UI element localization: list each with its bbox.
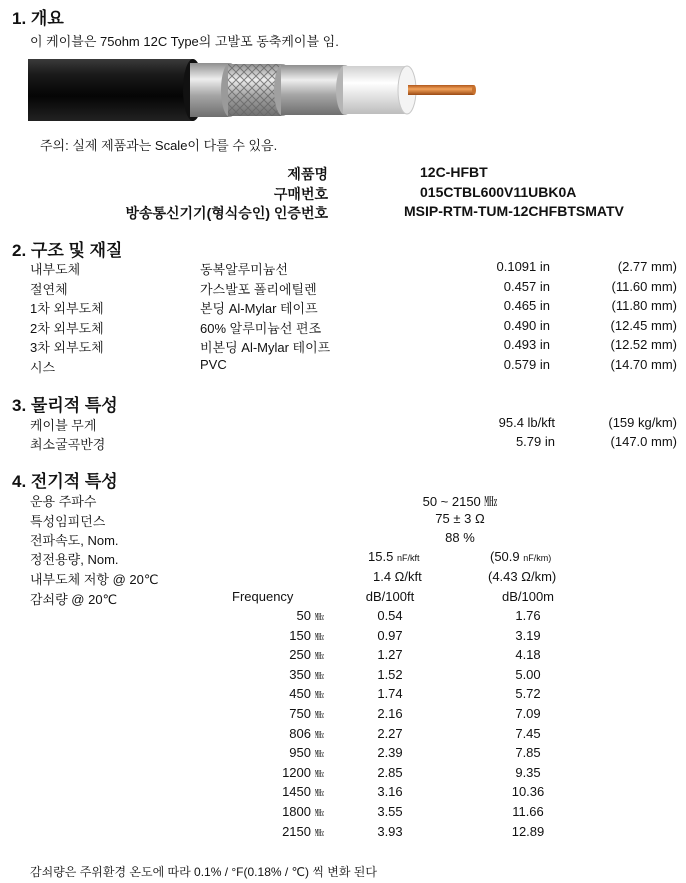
structure-material: 비본딩 Al-Mylar 테이프 xyxy=(200,340,331,355)
resistance-value: 1.4 Ω/kft xyxy=(373,569,422,584)
impedance-value: 75 ± 3 Ω xyxy=(435,511,485,526)
structure-inch: 0.490 in xyxy=(503,317,550,333)
structure-part: 3차 외부도체 xyxy=(30,340,104,355)
att-head-frequency: Frequency xyxy=(232,589,294,604)
resistance-label: 내부도체 저항 @ 20℃ xyxy=(30,572,159,587)
attenuation-footnote: 감쇠량은 주위환경 온도에 따라 0.1% / °F(0.18% / ℃) 씩 변화 된다 xyxy=(30,865,377,879)
structure-mm: (11.60 mm) xyxy=(611,278,677,294)
att-frequency: 50 xyxy=(296,608,311,623)
att-frequency-unit: ㎒ xyxy=(315,690,325,701)
structure-material: 60% 알루미늄선 편조 xyxy=(200,320,322,336)
capacitance-alt-unit: nF/km) xyxy=(523,553,552,563)
spec-value-cert: MSIP-RTM-TUM-12CHFBTSMATV xyxy=(404,203,624,219)
att-frequency: 806 xyxy=(289,725,311,741)
att-frequency: 350 xyxy=(289,666,311,682)
structure-inch: 0.465 in xyxy=(503,298,550,313)
att-frequency-unit: ㎒ xyxy=(315,612,325,622)
att-frequency-unit: ㎒ xyxy=(315,651,325,662)
att-db100m: 10.36 xyxy=(511,784,545,800)
section-2-title: 2. 구조 및 재질 xyxy=(12,241,123,260)
att-db100m: 7.09 xyxy=(515,706,541,721)
att-db100m: 11.66 xyxy=(512,804,544,819)
att-db100m: 5.72 xyxy=(515,686,541,702)
section-3-title: 3. 물리적 특성 xyxy=(12,396,118,415)
scale-note: 주의: 실제 제품과는 Scale이 다를 수 있음. xyxy=(40,138,278,153)
att-head-db100m: dB/100m xyxy=(501,589,555,604)
structure-material: 가스발포 폴리에틸렌 xyxy=(200,281,317,297)
att-db100m: 12.89 xyxy=(511,823,545,839)
structure-material: 동복알루미늄선 xyxy=(200,262,288,277)
attenuation-label: 감쇠량 @ 20℃ xyxy=(30,592,118,607)
spec-label-product: 제품명 xyxy=(287,166,328,182)
att-frequency-unit: ㎒ xyxy=(315,808,325,818)
structure-part: 2차 외부도체 xyxy=(30,320,104,336)
att-db100ft: 3.16 xyxy=(377,784,403,800)
att-frequency: 1200 xyxy=(282,764,311,780)
structure-inch: 0.1091 in xyxy=(496,259,550,274)
att-frequency: 1800 xyxy=(282,804,311,819)
att-frequency-unit: ㎒ xyxy=(315,768,325,779)
phys-alt-weight: (159 kg/km) xyxy=(608,415,677,430)
capacitance-label: 정전용량, Nom. xyxy=(30,552,119,567)
structure-mm: (2.77 mm) xyxy=(617,259,677,274)
att-frequency-unit: ㎒ xyxy=(315,827,325,838)
capacitance-unit: nF/kft xyxy=(396,553,420,563)
att-db100ft: 2.27 xyxy=(377,725,403,741)
structure-part: 내부도체 xyxy=(30,262,81,277)
spec-value-product: 12C-HFBT xyxy=(420,164,488,180)
capacitance-value xyxy=(368,549,419,564)
structure-mm: (12.52 mm) xyxy=(610,337,677,352)
structure-part: 1차 외부도체 xyxy=(30,301,104,316)
att-db100m: 9.35 xyxy=(515,764,541,780)
att-db100ft: 1.52 xyxy=(377,666,403,682)
att-db100m: 4.18 xyxy=(515,647,541,663)
att-frequency: 1450 xyxy=(282,784,311,800)
att-db100m: 7.45 xyxy=(515,725,541,741)
capacitance-alt xyxy=(490,549,551,564)
structure-material: 본딩 Al-Mylar 테이프 xyxy=(200,301,318,316)
att-db100m: 7.85 xyxy=(515,745,541,761)
cable-image xyxy=(28,56,478,124)
structure-inch: 0.457 in xyxy=(503,278,550,294)
att-db100ft: 1.27 xyxy=(377,647,403,663)
impedance-label: 특성임피던스 xyxy=(30,514,106,529)
att-head-db100ft: dB/100ft xyxy=(365,589,415,604)
spec-label-purchase: 구매번호 xyxy=(273,186,328,202)
velocity-value: 88 % xyxy=(445,530,475,545)
structure-material: PVC xyxy=(200,356,227,372)
section-4-title: 4. 전기적 특성 xyxy=(12,472,118,491)
att-db100ft: 2.16 xyxy=(377,706,403,721)
phys-label-bend: 최소굴곡반경 xyxy=(30,437,106,452)
velocity-label: 전파속도, Nom. xyxy=(30,533,119,548)
spec-value-purchase: 015CTBL600V11UBK0A xyxy=(420,184,577,200)
freq-label: 운용 주파수 xyxy=(30,494,97,509)
att-db100ft: 3.55 xyxy=(377,804,403,819)
att-db100ft: 0.97 xyxy=(377,627,403,643)
phys-value-bend: 5.79 in xyxy=(515,434,555,449)
att-frequency-unit: ㎒ xyxy=(315,670,325,681)
resistance-alt: (4.43 Ω/km) xyxy=(488,569,557,584)
structure-inch: 0.493 in xyxy=(503,337,550,352)
att-db100ft: 2.39 xyxy=(377,745,403,761)
att-db100ft: 0.54 xyxy=(377,608,403,623)
intro-text: 이 케이블은 75ohm 12C Type의 고발포 동축케이블 임. xyxy=(30,34,339,49)
att-frequency: 250 xyxy=(289,647,311,663)
att-frequency: 2150 xyxy=(282,823,311,839)
att-frequency: 750 xyxy=(289,706,311,721)
phys-alt-bend: (147.0 mm) xyxy=(610,434,677,449)
att-frequency-unit: ㎒ xyxy=(315,710,325,720)
att-frequency: 450 xyxy=(289,686,311,702)
capacitance-alt-number: (50.9 xyxy=(490,549,520,564)
att-frequency-unit: ㎒ xyxy=(315,631,325,642)
att-frequency-unit: ㎒ xyxy=(315,788,325,799)
att-frequency: 150 xyxy=(289,627,311,643)
structure-part: 절연체 xyxy=(30,281,68,297)
structure-inch: 0.579 in xyxy=(503,356,550,372)
att-frequency: 950 xyxy=(289,745,311,761)
att-frequency-unit: ㎒ xyxy=(315,749,325,760)
att-db100m: 5.00 xyxy=(515,666,541,682)
capacitance-number: 15.5 xyxy=(368,549,394,564)
structure-mm: (12.45 mm) xyxy=(610,317,677,333)
att-db100ft: 1.74 xyxy=(377,686,403,702)
structure-mm: (14.70 mm) xyxy=(610,356,677,372)
att-db100m: 1.76 xyxy=(515,608,541,623)
structure-part: 시스 xyxy=(30,359,56,375)
phys-label-weight: 케이블 무게 xyxy=(30,418,97,433)
spec-label-cert: 방송통신기기(형식승인) 인증번호 xyxy=(125,205,328,221)
att-db100ft: 3.93 xyxy=(377,823,403,839)
structure-mm: (11.80 mm) xyxy=(611,298,677,313)
att-db100ft: 2.85 xyxy=(377,764,403,780)
freq-value: 50 ~ 2150 ㎒ xyxy=(422,494,498,509)
section-1-title: 1. 개요 xyxy=(12,9,64,28)
att-db100m: 3.19 xyxy=(515,627,541,643)
att-frequency-unit: ㎒ xyxy=(315,729,325,740)
phys-value-weight: 95.4 lb/kft xyxy=(498,415,555,430)
